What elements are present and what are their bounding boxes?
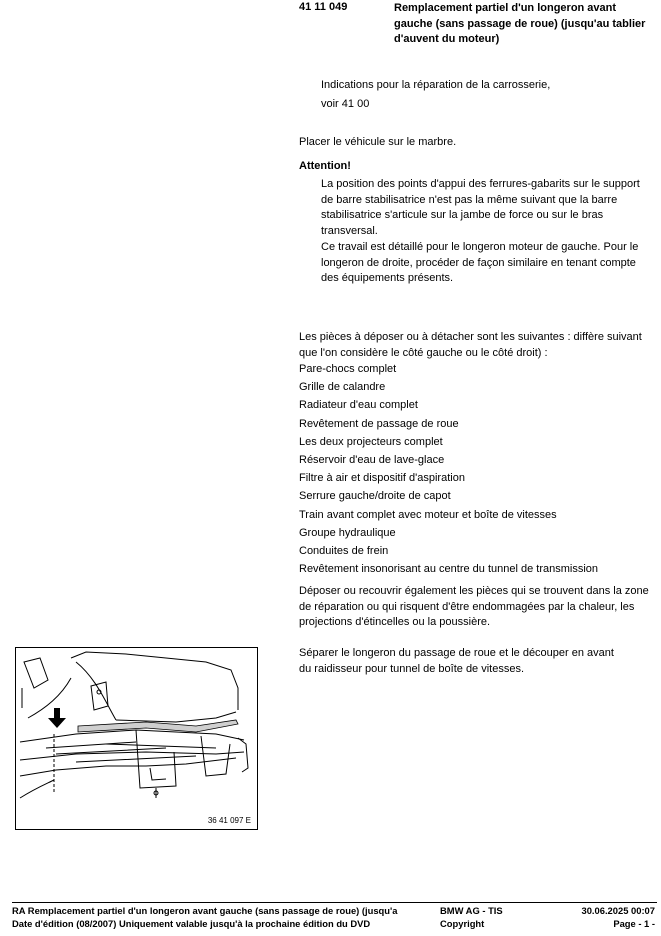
attention-paragraph-2: Ce travail est détaillé pour le longeron moteur de gauche. Pour le longeron de droite, procéder de façon similaire en tenant compte des équipements présents. [321, 241, 639, 284]
arrow-down-icon [48, 708, 66, 728]
cover-parts-note: Déposer ou recouvrir également les pièces qui se trouvent dans la zone de réparation ou qui risquent d'être endommagées par la chaleur, les projections d'étincelles ou la poussière. [299, 585, 649, 628]
separate-longeron-note: Séparer le longeron du passage de roue et le découper en avant du raidisseur pour tunnel de boîte de vitesses. [299, 647, 614, 675]
footer-page-number: Page - 1 - [613, 918, 655, 929]
list-item: Revêtement de passage de roue [299, 417, 459, 430]
footer-date: 30.06.2025 00:07 [581, 905, 655, 916]
list-item: Réservoir d'eau de lave-glace [299, 453, 445, 466]
list-item: Train avant complet avec moteur et boîte de vitesses [299, 508, 557, 521]
parts-intro: Les pièces à déposer ou à détacher sont les suivantes : diffère suivant que l'on considère le côté gauche ou le côté droit) : [299, 331, 642, 359]
page-title: Remplacement partiel d'un longeron avant gauche (sans passage de roue) (jusqu'au tablier d'auvent du moteur) [394, 2, 646, 45]
list-item: Groupe hydraulique [299, 526, 396, 539]
repair-illustration [15, 647, 258, 830]
list-item: Serrure gauche/droite de capot [299, 490, 451, 503]
list-item: Les deux projecteurs complet [299, 435, 443, 448]
footer-copyright: Copyright [440, 918, 485, 929]
parts-list [299, 362, 659, 580]
intro-line-2: voir 41 00 [321, 98, 370, 110]
list-item: Pare-chocs complet [299, 363, 397, 375]
attention-heading: Attention! [299, 160, 351, 172]
list-item: Grille de calandre [299, 381, 386, 394]
figure-label: 36 41 097 E [207, 816, 251, 825]
footer-company: BMW AG - TIS [440, 905, 503, 916]
list-item: Radiateur d'eau complet [299, 399, 418, 412]
list-item: Filtre à air et dispositif d'aspiration [299, 472, 465, 485]
section-code: 41 11 049 [299, 1, 348, 13]
footer-document-title: RA Remplacement partiel d'un longeron avant gauche (sans passage de roue) (jusqu'a [12, 905, 398, 916]
intro-line-1: Indications pour la réparation de la carrosserie, [321, 79, 551, 91]
step-place-vehicle: Placer le véhicule sur le marbre. [299, 136, 457, 148]
list-item: Conduites de frein [299, 544, 389, 557]
longeron-drawing [16, 648, 257, 829]
list-item: Revêtement insonorisant au centre du tunnel de transmission [299, 563, 599, 576]
attention-paragraph-1: La position des points d'appui des ferrures-gabarits sur le support de barre stabilisatrice n'est pas la même suivant que la barre stabilisatrice s'articule sur la jambe de force ou sur le bras transversal. [321, 178, 640, 237]
footer-divider [12, 902, 657, 903]
footer-edition-note: Date d'édition (08/2007) Uniquement valable jusqu'à la prochaine édition du DVD [12, 918, 371, 929]
